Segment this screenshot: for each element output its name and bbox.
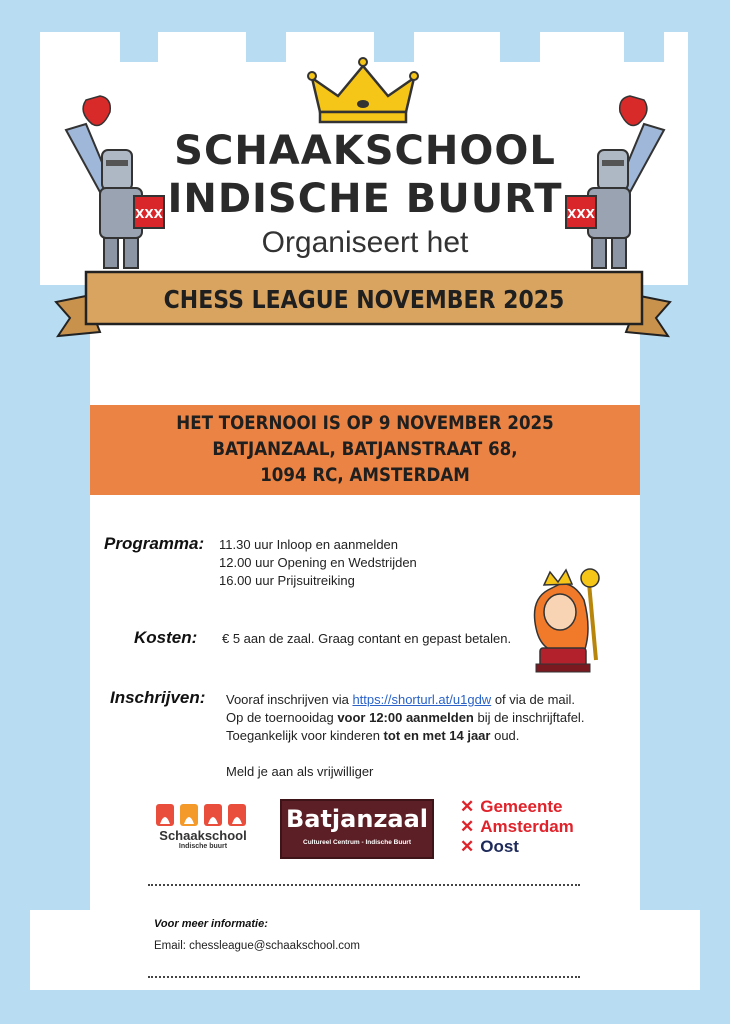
divider-bottom [148,976,580,978]
info-email[interactable]: Email: chessleague@schaakschool.com [154,940,360,952]
inschrijven-line2 [226,709,584,727]
svg-text:XXX: XXX [567,207,595,221]
svg-text:XXX: XXX [135,207,163,221]
cross-icon: ✕ [460,797,475,816]
inschrijven-label: Inschrijven: [110,688,206,707]
programma-label: Programma: [104,534,205,553]
kosten-label: Kosten: [134,628,198,647]
programma-item: 16.00 uur Prijsuitreiking [219,573,355,588]
gemeente-line1 [460,797,562,817]
schaakschool-logo-subtext: Indische buurt [178,843,228,850]
volunteer-text: Meld je aan als vrijwilliger [226,764,374,779]
kosten-text: € 5 aan de zaal. Graag contant en gepast betalen. [222,631,512,646]
event-date: HET TOERNOOI IS OP 9 NOVEMBER 2025 [176,413,554,434]
event-info-box [90,405,640,495]
batjanzaal-logo-text: Batjanzaal [285,805,429,833]
oost-word: Oost [480,837,519,856]
event-city: 1094 RC, AMSTERDAM [260,465,470,486]
registration-link[interactable]: https://shorturl.at/u1gdw [352,692,492,707]
header-title-line2: INDISCHE BUURT [167,176,563,222]
divider-top [148,884,580,886]
gemeente-line2 [460,817,574,837]
programma-item: 12.00 uur Opening en Wedstrijden [219,555,417,570]
inschrijven-line3-post: oud. [490,728,520,743]
info-title: Voor meer informatie: [154,918,268,930]
amsterdam-word: Amsterdam [480,817,574,836]
inschrijven-line2-pre: Op de toernooidag [226,710,338,725]
inschrijven-line3 [226,727,584,745]
programma-list [219,536,417,590]
cross-icon: ✕ [460,837,475,856]
banner-title: CHESS LEAGUE NOVEMBER 2025 [163,285,565,314]
gemeente-word: Gemeente [480,797,563,816]
event-venue: BATJANZAAL, BATJANSTRAAT 68, [212,439,518,460]
inschrijven-line1-post: of via de mail. [491,692,576,707]
inschrijven-line2-post: bij de inschrijftafel. [473,710,585,725]
header-subtitle: Organiseert het [261,226,469,259]
inschrijven-line3-bold: tot en met 14 jaar [383,728,491,743]
cross-icon: ✕ [460,817,475,836]
inschrijven-text [226,691,584,781]
batjanzaal-logo [280,799,434,859]
schaakschool-logo-text: Schaakschool [159,828,247,843]
inschrijven-line2-bold: voor 12:00 aanmelden [337,710,474,725]
inschrijven-line3-pre: Toegankelijk voor kinderen [226,728,384,743]
header-title-line1: SCHAAKSCHOOL [174,128,556,174]
schaakschool-logo-icon [154,800,254,828]
inschrijven-line1-pre: Vooraf inschrijven via [226,692,353,707]
batjanzaal-logo-subtext: Cultureel Centrum - Indische Buurt [303,839,411,846]
inschrijven-line1 [226,691,584,709]
programma-item: 11.30 uur Inloop en aanmelden [219,537,399,552]
gemeente-line3 [460,837,519,857]
